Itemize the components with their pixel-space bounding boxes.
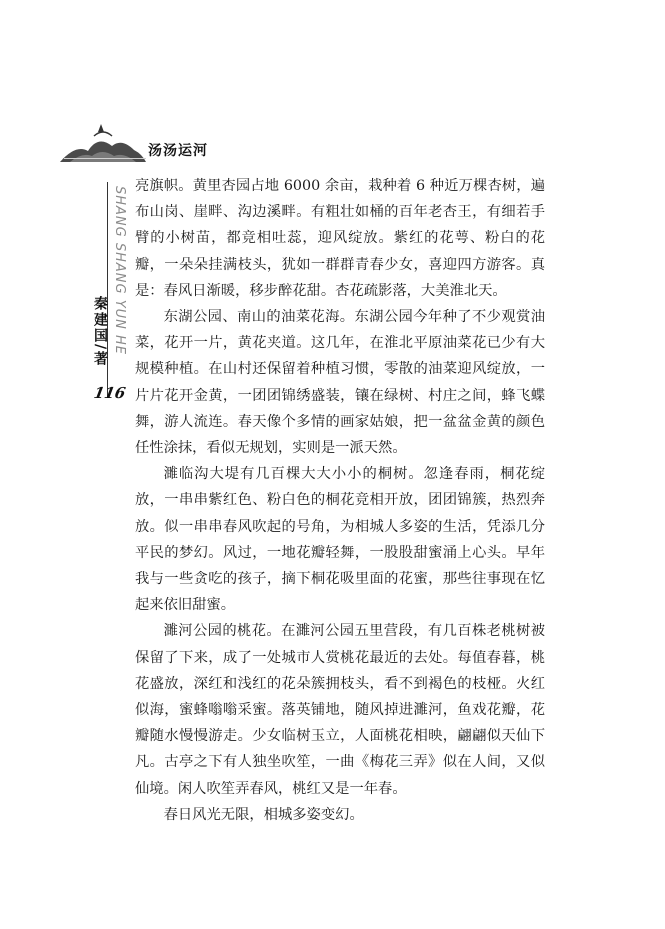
paragraph: 东湖公园、南山的油菜花海。东湖公园今年种了不少观赏油菜，花开一片，黄花夹道。这几年，在淮北平原油菜花已少有大规模种植。在山村还保留着种植习惯，零散的油菜迎风绽放，一片片花开金黄，一团团锦绣盛装，镶在绿树、村庄之间，蜂飞蝶舞，游人流连。春天像个多情的画家姑娘，把一盆盆金黄的颜色任性涂抹，看似无规划，实则是一派天然。 xyxy=(135,309,545,457)
book-title-pinyin: SHANG SHANG YUN HE xyxy=(112,186,127,356)
paragraph: 濉河公园的桃花。在濉河公园五里营段，有几百株老桃树被保留了下来，成了一处城市人赏桃花最近的去处。每值春暮，桃花盛放，深红和浅红的花朵簇拥枝头，看不到褐色的枝桠。火红似海，蜜蜂嗡嗡采蜜。落英铺地，随风掉进濉河，鱼戏花瓣，花瓣随水慢慢游走。少女临树玉立，人面桃花相映，翩翩似天仙下凡。古亭之下有人独坐吹笙，一曲《梅花三弄》似在人间，又似仙境。闲人吹笙弄春风，桃红又是一年春。 xyxy=(135,623,545,797)
paragraph: 亮旗帜。黄里杏园占地 6000 余亩，栽种着 6 种近万棵杏树，遍布山岗、崖畔、沟边溪畔。有粗壮如桶的百年老杏王，有细若手臂的小树苗，都竞相吐蕊，迎风绽放。紫红的花萼、粉白的花瓣，一朵朵挂满枝头，犹如一群群青春少女，喜迎四方游客。真是：春风日渐暖，移步醉花甜。杏花疏影落，大美淮北天。 xyxy=(135,178,545,299)
author-credit: 秦建国/著 xyxy=(92,296,108,368)
page-number: 116 xyxy=(92,384,127,402)
body-text xyxy=(135,173,545,828)
ink-landscape-icon xyxy=(58,118,148,166)
paragraph: 濉临沟大堤有几百棵大大小小的桐树。忽逢春雨，桐花绽放，一串串紫红色、粉白色的桐花竞相开放，团团锦簇，热烈奔放。似一串串春风吹起的号角，为相城人多姿的生活，凭添几分平民的梦幻。风过，一地花瓣轻舞，一股股甜蜜涌上心头。早年我与一些贪吃的孩子，摘下桐花吸里面的花蜜，那些往事现在忆起来依旧甜蜜。 xyxy=(135,466,545,614)
book-title: 汤汤运河 xyxy=(148,143,208,159)
paragraph: 春日风光无限，相城多姿变幻。 xyxy=(163,806,364,823)
